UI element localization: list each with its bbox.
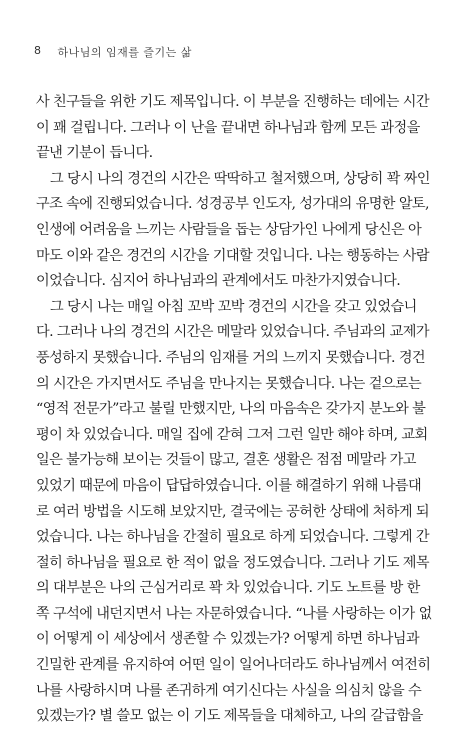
text-line: 풍성하지 못했습니다. 주님의 임재를 거의 느끼지 못했습니다. 경건 <box>36 349 426 366</box>
text-line: 인생에 어려움을 느끼는 사람들을 돕는 상담가인 나에게 당신은 아 <box>36 221 422 238</box>
text-line: 이 어떻게 이 세상에서 생존할 수 있겠는가? 어떻게 하면 하나님과 <box>36 631 419 648</box>
text-line: 이 꽤 걸립니다. 그러나 이 난을 끝내면 하나님과 함께 모든 과정을 <box>36 119 420 136</box>
body-text <box>36 90 432 730</box>
page-number: 8 <box>34 44 42 57</box>
text-line: 었습니다. 나는 하나님을 간절히 필요로 하게 되었습니다. 그렇게 간 <box>36 529 429 546</box>
running-title: 하나님의 임재를 즐기는 삶 <box>57 46 192 59</box>
text-line: 마도 이와 같은 경건의 시간을 기대할 것입니다. 나는 행동하는 사람 <box>36 247 429 264</box>
text-line: 그 당시 나는 매일 아침 꼬박 꼬박 경건의 시간을 갖고 있었습니 <box>50 298 417 315</box>
text-line: 나를 사랑하시며 나를 존귀하게 여기신다는 사실을 의심치 않을 수 <box>36 682 422 699</box>
text-line: 쪽 구석에 내던지면서 나는 자문하였습니다. “나를 사랑하는 이가 없 <box>36 605 432 622</box>
text-line: 구조 속에 진행되었습니다. 성경공부 인도자, 성가대의 유명한 알토, <box>36 196 429 213</box>
text-line: 절히 하나님을 필요로 한 적이 없을 정도였습니다. 그러나 기도 제목 <box>36 554 429 571</box>
text-line: 그 당시 나의 경건의 시간은 딱딱하고 철저했으며, 상당히 꽉 짜인 <box>50 170 430 187</box>
text-line: 평이 차 있었습니다. 매일 집에 갇혀 그저 그런 일만 해야 하며, 교회 <box>36 426 428 443</box>
text-line: 의 대부분은 나의 근심거리로 꽉 차 있었습니다. 기도 노트를 방 한 <box>36 580 420 597</box>
text-line: 일은 불가능해 보이는 것들이 많고, 결혼 생활은 점점 메말라 가고 <box>36 452 416 469</box>
text-line: 다. 그러나 나의 경건의 시간은 메말라 있었습니다. 주님과의 교제가 <box>36 324 429 341</box>
text-line: 의 시간은 가지면서도 주님을 만나지는 못했습니다. 나는 겉으로는 <box>36 375 422 392</box>
text-line: 있었기 때문에 마음이 답답하였습니다. 이를 해결하기 위해 나름대 <box>36 477 422 494</box>
text-line: 로 여러 방법을 시도해 보았지만, 결국에는 공허한 상태에 처하게 되 <box>36 503 429 520</box>
text-line: 이었습니다. 심지어 하나님과의 관계에서도 마찬가지였습니다. <box>36 273 401 290</box>
text-line: 긴밀한 관계를 유지하여 어떤 일이 일어나더라도 하나님께서 여전히 <box>36 657 431 674</box>
text-line: 끝낸 기분이 듭니다. <box>36 145 153 162</box>
text-line: 있겠는가? 별 쓸모 없는 이 기도 제목들을 대체하고, 나의 갈급함을 <box>36 708 423 725</box>
text-line: “영적 전문가”라고 불릴 만했지만, 나의 마음속은 갖가지 분노와 불 <box>36 401 426 418</box>
running-head <box>34 44 192 60</box>
text-line: 사 친구들을 위한 기도 제목입니다. 이 부분을 진행하는 데에는 시간 <box>36 94 429 110</box>
